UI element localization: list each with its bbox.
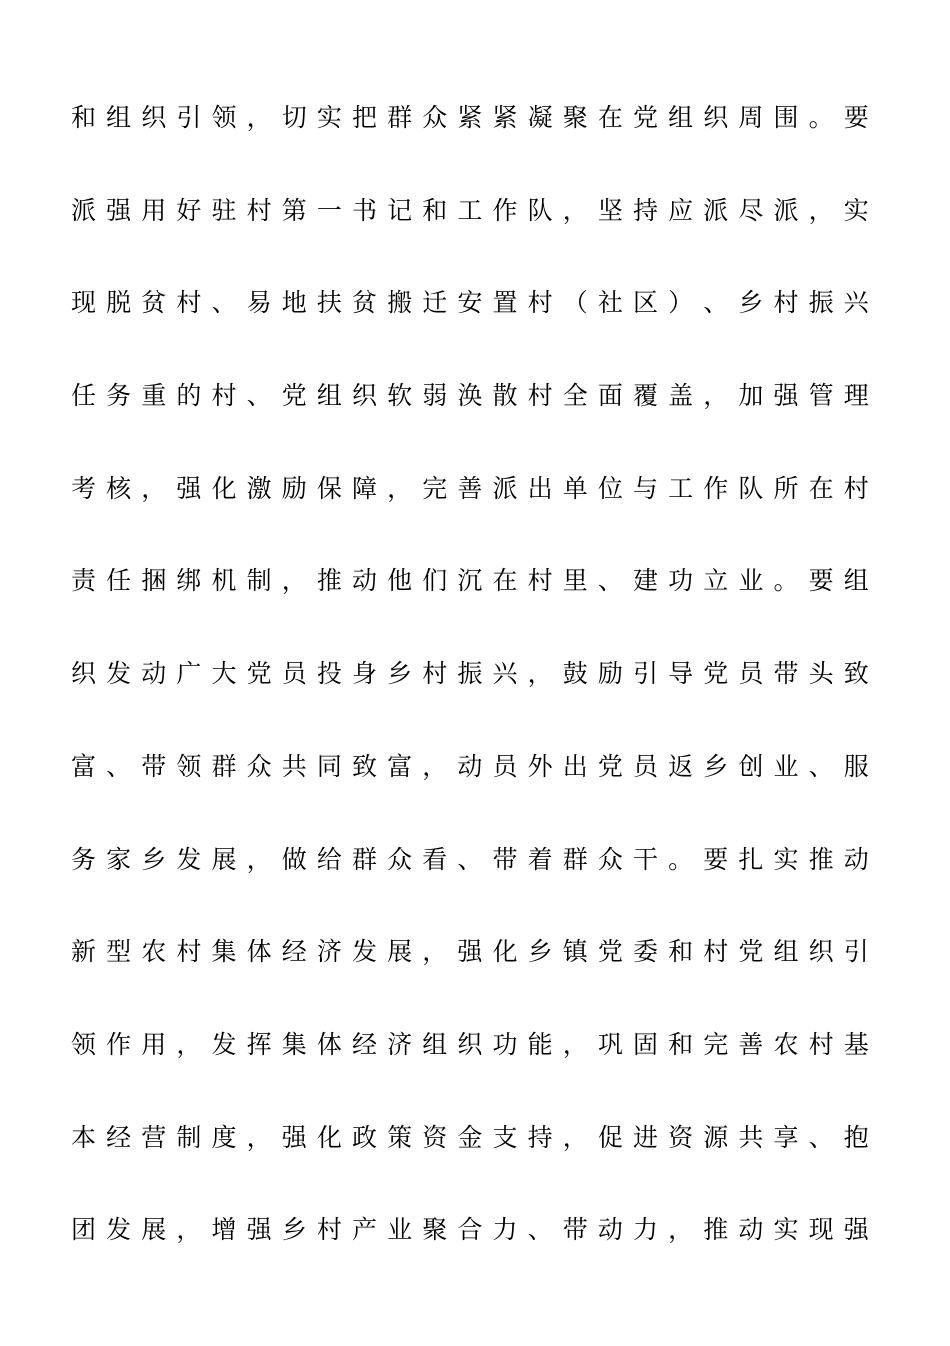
text-line: 派 强 用 好 驻 村 第 一 书 记 和 工 作 队 ， 坚 持 应 派 尽 派 ， 实 [70, 195, 869, 225]
text-line: 务 家 乡 发 展 ， 做 给 群 众 看 、 带 着 群 众 干 。 要 扎 实 推 动 [70, 844, 869, 874]
text-line: 现 脱 贫 村 、 易 地 扶 贫 搬 迁 安 置 村 （ 社 区 ） 、 乡 村 振 兴 [70, 288, 869, 318]
text-line: 新 型 农 村 集 体 经 济 发 展 ， 强 化 乡 镇 党 委 和 村 党 组 织 引 [70, 937, 869, 967]
text-line: 考 核 ， 强 化 激 励 保 障 ， 完 善 派 出 单 位 与 工 作 队 所 在 村 [70, 473, 869, 503]
text-line: 任 务 重 的 村 、 党 组 织 软 弱 涣 散 村 全 面 覆 盖 ， 加 强 管 理 [70, 381, 869, 411]
text-line: 责 任 捆 绑 机 制 ， 推 动 他 们 沉 在 村 里 、 建 功 立 业 。 要 组 [70, 566, 869, 596]
text-line: 团 发 展 ， 增 强 乡 村 产 业 聚 合 力 、 带 动 力 ， 推 动 实 现 强 [70, 1215, 869, 1245]
text-line: 本 经 营 制 度 ， 强 化 政 策 资 金 支 持 ， 促 进 资 源 共 享 、 抱 [70, 1122, 869, 1152]
text-line: 富 、 带 领 群 众 共 同 致 富 ， 动 员 外 出 党 员 返 乡 创 业 、 服 [70, 751, 869, 781]
text-line: 领 作 用 ， 发 挥 集 体 经 济 组 织 功 能 ， 巩 固 和 完 善 农 村 基 [70, 1029, 869, 1059]
body-text [70, 95, 870, 1300]
text-line: 和 组 织 引 领 ， 切 实 把 群 众 紧 紧 凝 聚 在 党 组 织 周 围 。 要 [70, 103, 869, 132]
text-line: 织 发 动 广 大 党 员 投 身 乡 村 振 兴 ， 鼓 励 引 导 党 员 带 头 致 [70, 659, 869, 689]
